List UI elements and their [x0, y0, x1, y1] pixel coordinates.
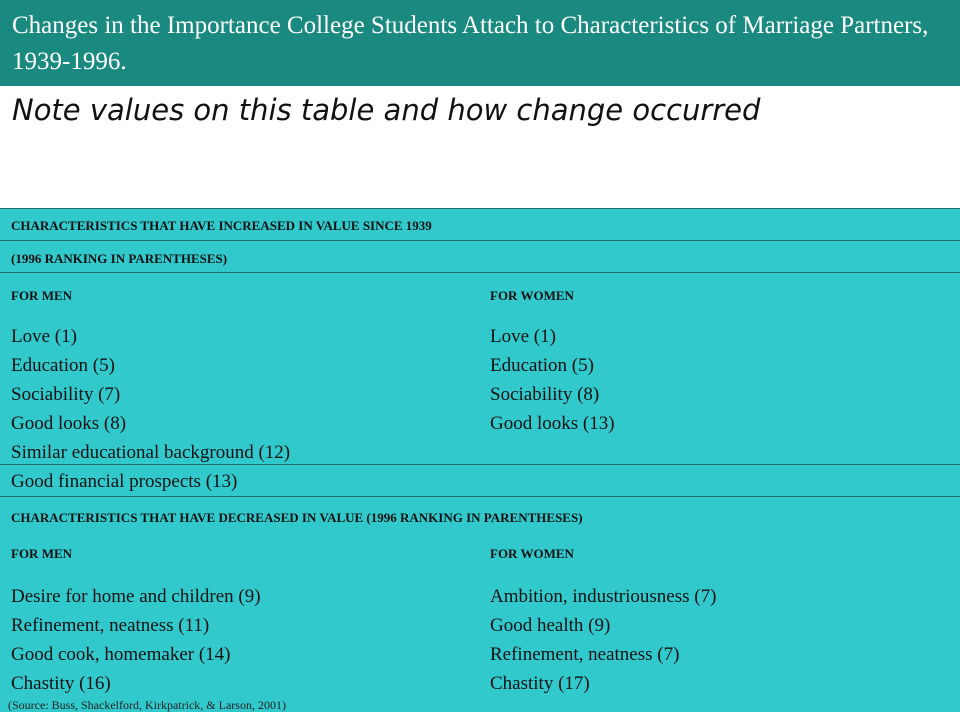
list-item: Sociability (8) — [490, 384, 600, 405]
divider — [0, 208, 960, 209]
decreased-men-list — [11, 582, 261, 698]
list-item: Similar educational background (12) — [11, 442, 291, 463]
financial-prospects-row: Good financial prospects (13) — [11, 471, 238, 492]
list-item: Refinement, neatness (7) — [490, 644, 680, 665]
list-item: Love (1) — [490, 326, 556, 347]
source-citation: (Source: Buss, Shackelford, Kirkpatrick, & Larson, 2001) — [8, 698, 286, 712]
decreased-women-list — [490, 582, 716, 698]
list-item: Education (5) — [490, 355, 594, 376]
slide-title: Changes in the Importance College Students Attach to Characteristics of Marriage Partners, 1939-1996. — [12, 12, 929, 75]
list-item: Education (5) — [11, 355, 115, 376]
increased-heading: CHARACTERISTICS THAT HAVE INCREASED IN VALUE SINCE 1939 — [11, 218, 432, 233]
list-item: Ambition, industriousness (7) — [490, 586, 717, 607]
list-item: Chastity (17) — [490, 673, 590, 694]
list-item: Sociability (7) — [11, 384, 121, 405]
list-item: Good looks (13) — [490, 413, 615, 434]
divider — [0, 496, 960, 497]
characteristics-table — [0, 208, 960, 712]
list-item: Love (1) — [11, 326, 77, 347]
increased-women-list — [490, 322, 615, 438]
list-item: Good looks (8) — [11, 413, 127, 434]
list-item: Refinement, neatness (11) — [11, 615, 210, 636]
increased-men-list — [11, 322, 290, 467]
decreased-women-label: FOR WOMEN — [490, 546, 574, 561]
decreased-men-label: FOR MEN — [11, 546, 73, 561]
divider — [0, 240, 960, 241]
divider — [0, 464, 960, 465]
decreased-heading: CHARACTERISTICS THAT HAVE DECREASED IN VALUE (1996 RANKING IN PARENTHESES) — [11, 510, 583, 525]
increased-men-label: FOR MEN — [11, 288, 73, 303]
ranking-subheading: (1996 RANKING IN PARENTHESES) — [11, 251, 228, 266]
list-item: Good health (9) — [490, 615, 611, 636]
list-item: Good cook, homemaker (14) — [11, 644, 231, 665]
list-item: Chastity (16) — [11, 673, 111, 694]
title-bar — [0, 0, 960, 86]
note-text: Note values on this table and how change occurred — [12, 93, 761, 127]
increased-women-label: FOR WOMEN — [490, 288, 574, 303]
divider — [0, 272, 960, 273]
list-item: Desire for home and children (9) — [11, 586, 261, 607]
